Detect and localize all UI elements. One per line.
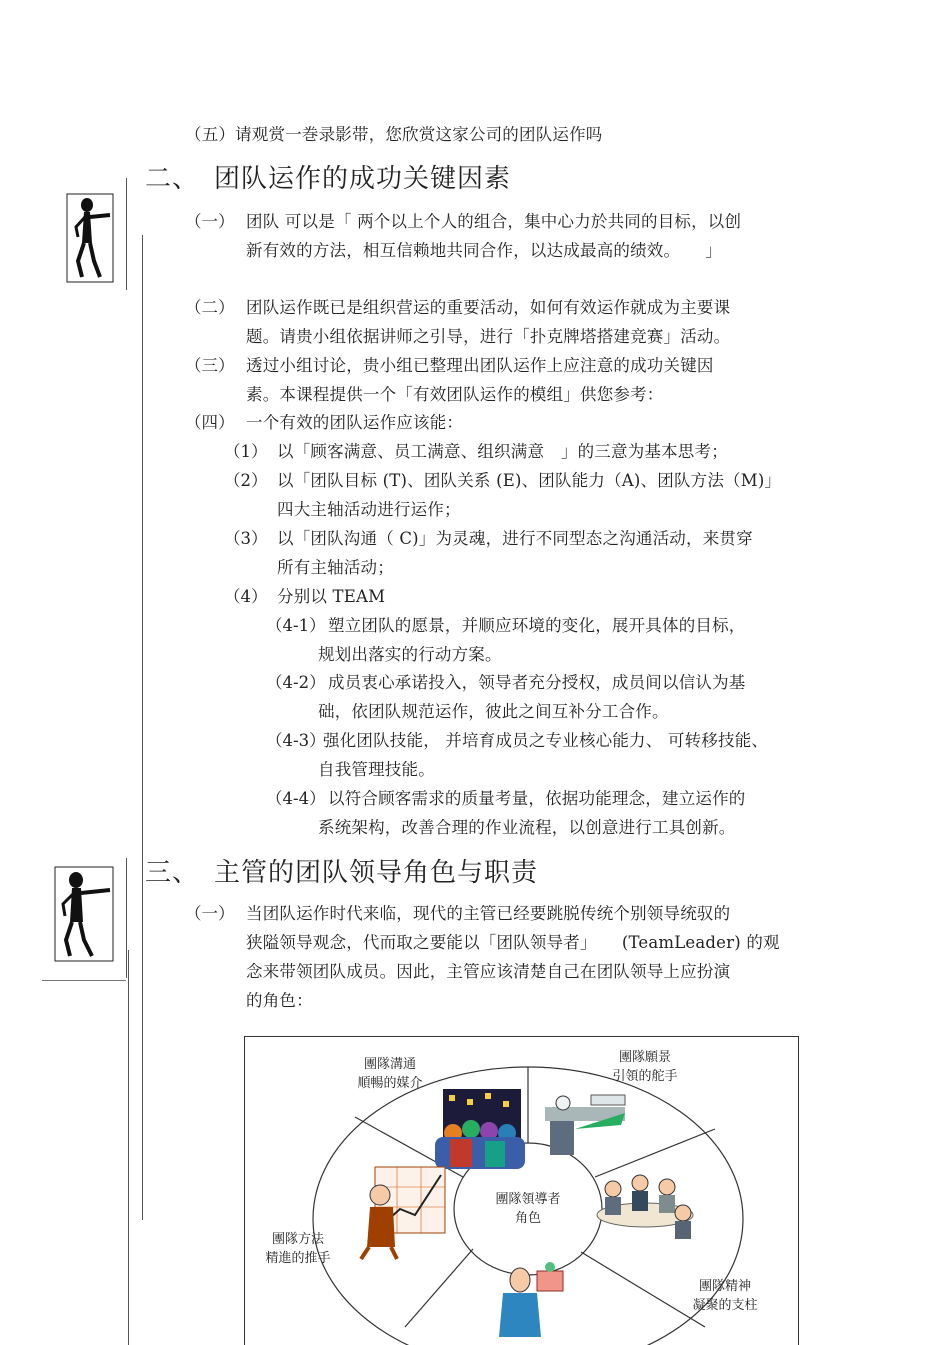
item-line: 团队运作既已是组织营运的重要活动，如何有效运作就成为主要课	[246, 298, 731, 317]
item-line: 的角色：	[246, 991, 313, 1010]
team-item-line: 塑立团队的愿景，并顺应环境的变化，展开具体的目标，	[328, 616, 746, 635]
item-line: 题。请贵小组依据讲师之引导，进行「扑克牌塔搭建竞赛」活动。	[246, 327, 731, 346]
vision-role-label: 團隊願景 引領的舵手	[612, 1050, 678, 1084]
communication-role-label: 團隊溝通 順暢的媒介	[357, 1057, 423, 1091]
pointing-figure-icon	[66, 193, 114, 283]
sub-item-line: 以「团队目标 (T)、团队关系 (E)、团队能力（A)、团队方法（M)」	[277, 471, 782, 490]
team-method-clipart	[361, 1167, 445, 1259]
margin-line	[126, 178, 127, 290]
section-3-title: 主管的团队领导角色与职责	[214, 858, 539, 888]
item-line: 狭隘领导观念，代而取之要能以「团队领导者」 (TeamLeader) 的观	[246, 933, 780, 952]
item-mark: （四）	[185, 413, 235, 432]
item-line: 透过小组讨论，贵小组已整理出团队运作上应注意的成功关键因	[246, 356, 714, 375]
sub-item-mark: （1）	[224, 442, 268, 461]
item-mark: （二）	[185, 298, 235, 317]
sub-item-mark: （2）	[224, 471, 268, 490]
team-item-line: 强化团队技能， 并培育成员之专业核心能力、 可转移技能、	[323, 731, 769, 750]
sub-item-line: 以「团队沟通（ C)」为灵魂，进行不同型态之沟通活动，来贯穿	[277, 529, 753, 548]
team-communication-clipart	[435, 1089, 525, 1169]
sub-item-line: 以「顾客满意、员工满意、组织满意 」的三意为基本思考；	[277, 442, 728, 461]
team-vision-clipart	[545, 1095, 625, 1155]
team-item-line: 以符合顾客需求的质量考量，依据功能理念，建立运作的	[328, 789, 746, 808]
item-line: 素。本课程提供一个「有效团队运作的模组」供您参考：	[246, 385, 664, 404]
team-spirit-clipart	[597, 1175, 693, 1239]
pointing-figure-icon	[54, 866, 114, 962]
section-3-number: 三、	[145, 858, 200, 888]
item-5-title: （五）请观赏一巻录影带，您欣赏这家公司的团队运作吗	[185, 125, 603, 144]
section-2-title: 团队运作的成功关键因素	[214, 164, 512, 194]
spirit-role-label: 團隊精神 凝聚的支柱	[692, 1279, 758, 1313]
team-item-mark: （4-4）	[266, 789, 326, 808]
team-item-mark: （4-1）	[266, 616, 326, 635]
margin-rule	[42, 980, 126, 981]
margin-line	[128, 950, 129, 1345]
sub-item-line: 分别以 TEAM	[277, 587, 386, 606]
team-item-line: 规划出落实的行动方案。	[318, 645, 502, 664]
team-item-line: 系统架构，改善合理的作业流程，以创意进行工具创新。	[318, 818, 736, 837]
item-line: 念来带领团队成员。因此，主管应该清楚自己在团队领导上应扮演	[246, 962, 731, 981]
team-item-mark: （4-2）	[266, 673, 326, 692]
item-mark: （一）	[185, 904, 235, 923]
item-line: 新有效的方法，相互信赖地共同合作，以达成最高的绩效。 」	[246, 241, 723, 260]
method-role-label: 團隊方法 精進的推手	[265, 1232, 331, 1266]
item-line: 团队 可以是「 两个以上个人的组合，集中心力於共同的目标，以创	[246, 212, 742, 231]
margin-line	[126, 858, 127, 978]
team-item-line: 自我管理技能。	[318, 760, 435, 779]
item-mark: （一）	[185, 212, 235, 231]
sub-item-mark: （4）	[224, 587, 268, 606]
sub-item-line: 所有主轴活动；	[277, 558, 394, 577]
item-line: 一个有效的团队运作应该能：	[246, 413, 464, 432]
team-leader-role-figure	[244, 1036, 799, 1345]
team-item-line: 础，依团队规范运作，彼此之间互补分工合作。	[318, 702, 669, 721]
sub-item-mark: （3）	[224, 529, 268, 548]
item-line: 当团队运作时代来临，现代的主管已经要跳脱传统个别领导统驭的	[246, 904, 731, 923]
section-2-number: 二、	[145, 164, 200, 194]
team-item-mark: （4-3）	[266, 731, 326, 750]
margin-line	[142, 235, 143, 1220]
sub-item-line: 四大主轴活动进行运作；	[277, 500, 461, 519]
center-role-label: 團隊領導者 角色	[495, 1192, 561, 1226]
item-mark: （三）	[185, 356, 235, 375]
team-item-line: 成员衷心承诺投入，领导者充分授权，成员间以信认为基	[328, 673, 746, 692]
